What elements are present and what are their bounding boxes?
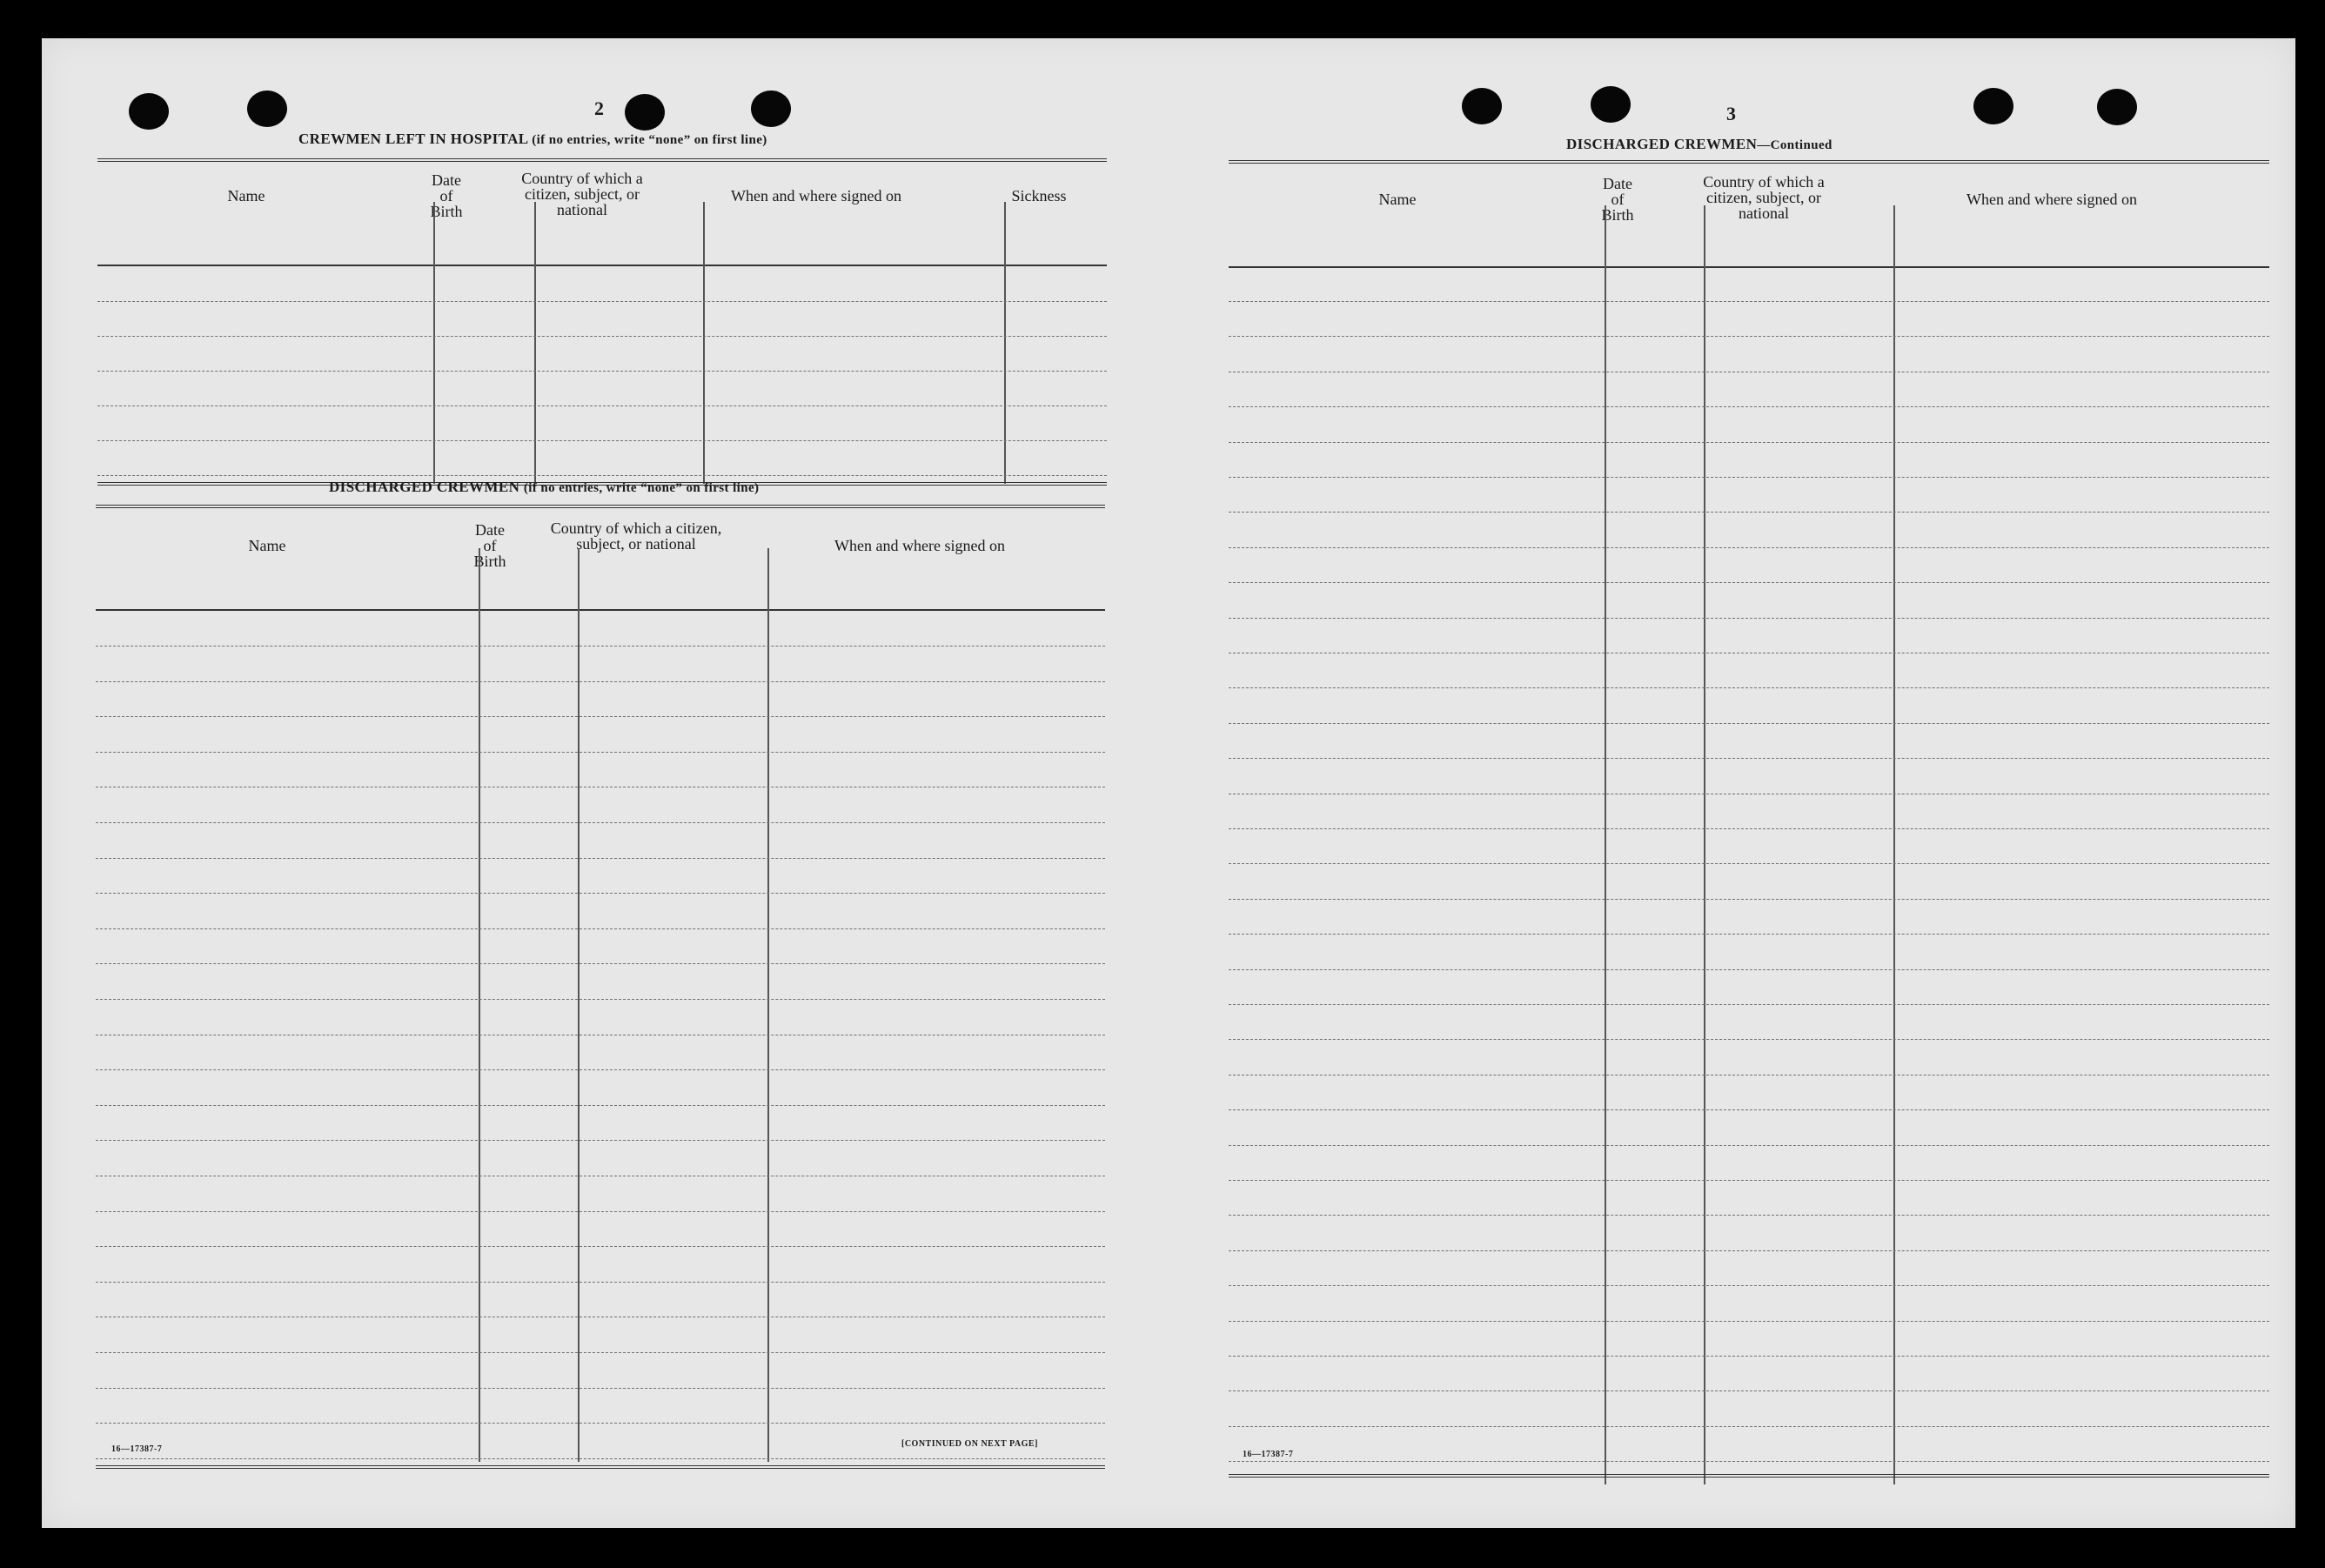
entry-line [1229, 1109, 2269, 1110]
entry-line [96, 752, 1105, 753]
entry-line [1229, 618, 2269, 619]
entry-line [1229, 1215, 2269, 1216]
entry-line [1229, 406, 2269, 407]
continued-label: —Continued [1757, 138, 1833, 152]
hospital-title-text: CREWMEN LEFT IN HOSPITAL [298, 131, 528, 147]
entry-line [1229, 442, 2269, 443]
entry-line [1229, 687, 2269, 688]
entry-line [1229, 547, 2269, 548]
col-name-header: Name [248, 537, 286, 554]
col-dob-header: Date of Birth [473, 521, 506, 570]
entry-line [1229, 758, 2269, 759]
entry-line [1229, 1180, 2269, 1181]
entry-line [1229, 1145, 2269, 1146]
entry-line [97, 336, 1107, 337]
entry-line [96, 1423, 1105, 1424]
entry-line [1229, 1426, 2269, 1427]
entry-line [1229, 582, 2269, 583]
punch-hole [129, 93, 169, 130]
page-number-right: 3 [1726, 103, 1736, 124]
entry-line [97, 301, 1107, 302]
entry-line [96, 893, 1105, 894]
entry-line [96, 963, 1105, 964]
entry-line [96, 716, 1105, 717]
entry-line [96, 822, 1105, 823]
entry-line [97, 440, 1107, 441]
entry-line [1229, 1250, 2269, 1251]
col-sickness-header: Sickness [1011, 187, 1067, 204]
entry-line [1229, 1461, 2269, 1462]
discharged-table-left [96, 505, 1105, 1471]
entry-line [1229, 1321, 2269, 1322]
col-dob-header: Date of Birth [1601, 175, 1634, 224]
entry-line [96, 1388, 1105, 1389]
entry-line [97, 405, 1107, 406]
entry-line [96, 1105, 1105, 1106]
discharged-section-title-left [329, 479, 759, 496]
discharged-title-text: DISCHARGED CREWMEN [1566, 136, 1758, 152]
col-signed-on-header: When and where signed on [731, 187, 901, 204]
form-number-left: 16—17387-7 [111, 1444, 163, 1454]
entry-line [1229, 336, 2269, 337]
entry-line [96, 1140, 1105, 1141]
entry-line [96, 858, 1105, 859]
entry-line [1229, 1390, 2269, 1391]
entry-line [97, 475, 1107, 476]
entry-line [1229, 863, 2269, 864]
entry-line [1229, 512, 2269, 513]
col-country-header: Country of which a citizen, subject, or national [521, 170, 643, 218]
punch-hole [1973, 88, 2013, 124]
entry-line [96, 1458, 1105, 1459]
col-name-header: Name [227, 187, 265, 204]
entry-line [96, 1211, 1105, 1212]
entry-line [1229, 723, 2269, 724]
entry-line [96, 999, 1105, 1000]
entry-line [97, 371, 1107, 372]
page-number-left: 2 [594, 97, 604, 119]
discharged-instruction: (if no entries, write “none” on first line) [523, 481, 760, 495]
hospital-section-title [298, 131, 767, 148]
punch-hole [247, 90, 287, 127]
hospital-table [97, 158, 1107, 489]
col-signed-on-header: When and where signed on [834, 537, 1005, 554]
entry-line [1229, 301, 2269, 302]
entry-line [1229, 969, 2269, 970]
col-signed-on-header: When and where signed on [1967, 191, 2137, 208]
discharged-table-right [1229, 160, 2269, 1491]
punch-hole [1591, 86, 1631, 123]
punch-hole [625, 94, 665, 131]
punch-hole [2097, 89, 2137, 125]
continued-note: [CONTINUED ON NEXT PAGE] [901, 1439, 1038, 1449]
discharged-title-text: DISCHARGED CREWMEN [329, 479, 520, 495]
entry-line [96, 1069, 1105, 1070]
entry-line [96, 1246, 1105, 1247]
entry-line [1229, 1039, 2269, 1040]
entry-line [1229, 477, 2269, 478]
entry-line [96, 646, 1105, 647]
hospital-instruction: (if no entries, write “none” on first line) [532, 133, 767, 147]
col-country-header: Country of which a citizen, subject, or national [550, 519, 722, 553]
entry-line [1229, 828, 2269, 829]
punch-hole [1462, 88, 1502, 124]
document-sheet [42, 38, 2295, 1528]
entry-line [96, 928, 1105, 929]
entry-line [96, 1282, 1105, 1283]
col-name-header: Name [1378, 191, 1417, 208]
entry-line [96, 681, 1105, 682]
form-number-right: 16—17387-7 [1243, 1450, 1294, 1459]
discharged-section-title-right [1566, 136, 1833, 153]
entry-line [1229, 1004, 2269, 1005]
entry-line [1229, 1356, 2269, 1357]
entry-line [1229, 899, 2269, 900]
entry-line [1229, 934, 2269, 935]
col-dob-header: Date of Birth [430, 171, 463, 220]
punch-hole [751, 90, 791, 127]
entry-line [96, 1352, 1105, 1353]
entry-line [1229, 1285, 2269, 1286]
col-country-header: Country of which a citizen, subject, or national [1703, 173, 1825, 222]
